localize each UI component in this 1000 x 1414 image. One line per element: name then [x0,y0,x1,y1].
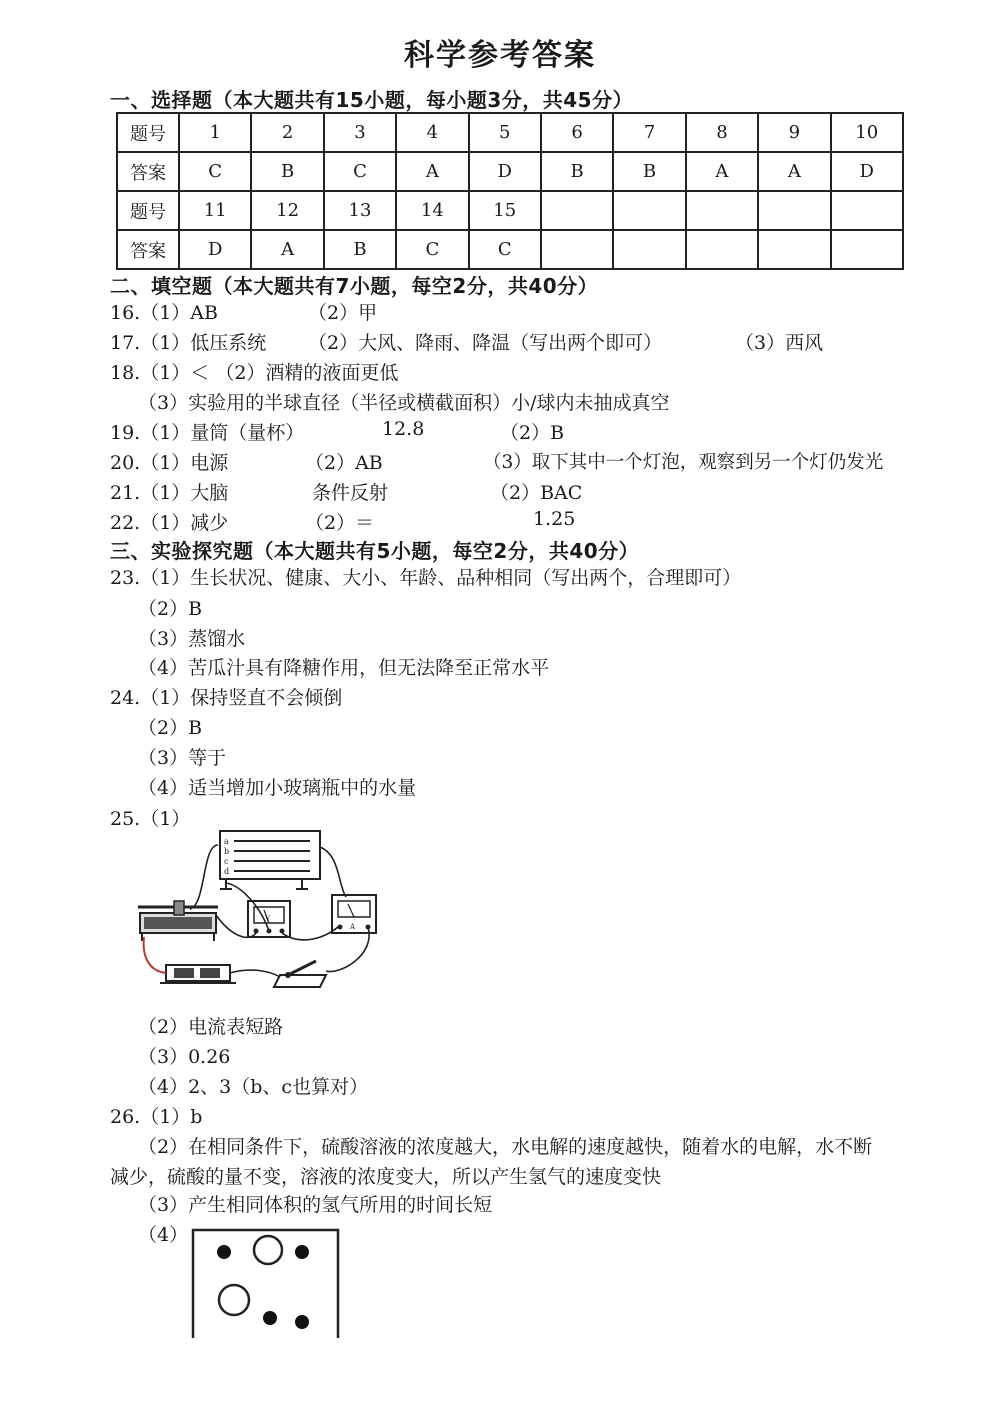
answer-23-part1: 23.（1）生长状况、健康、大小、年龄、品种相同（写出两个，合理即可） [110,567,742,589]
question-number: 9 [758,113,830,152]
small-atom [295,1315,309,1329]
answer-21-value: 条件反射 [312,482,389,504]
table-row [117,152,903,191]
answer-17-part2: （2）大风、降雨、降温（写出两个即可） [308,332,663,354]
answer-17-part3: （3）西风 [735,332,824,354]
answer-25-part3: （3）0.26 [138,1046,231,1068]
answer-cell: A [251,230,323,269]
answer-18-part1: 18.（1）＜ （2）酒精的液面更低 [110,362,399,384]
answer-cell [831,230,903,269]
answer-17-part1: 17.（1）低压系统 [110,332,267,354]
question-number: 12 [251,191,323,230]
row-label: 答案 [117,152,179,191]
answer-25-part4: （4）2、3（b、c也算对） [138,1076,369,1098]
answer-23-part3: （3）蒸馏水 [138,628,246,650]
answer-24-part4: （4）适当增加小玻璃瓶中的水量 [138,777,417,799]
answer-cell: B [613,152,685,191]
answer-21-part2: （2）BAC [490,482,583,504]
voltmeter-symbol: V [265,915,271,923]
answer-25-part2: （2）电流表短路 [138,1016,284,1038]
ammeter [332,895,376,933]
voltmeter [248,901,290,937]
question-number: 13 [324,191,396,230]
answer-20-part1: 20.（1）电源 [110,452,229,474]
answer-cell: D [831,152,903,191]
page-title: 科学参考答案 [404,38,596,73]
answer-cell: B [541,152,613,191]
particle-model-diagram [188,1226,344,1342]
small-atom [295,1245,309,1259]
answer-21-part1: 21.（1）大脑 [110,482,229,504]
answer-cell [686,230,758,269]
answer-cell: A [686,152,758,191]
large-atom [219,1285,249,1315]
answer-19-part2: （2）B [500,422,565,444]
answer-cell: B [324,230,396,269]
answer-20-part2: （2）AB [305,452,383,474]
circuit-diagram [130,825,390,1005]
small-atom [263,1311,277,1325]
answer-cell: C [469,230,541,269]
answer-cell: A [396,152,468,191]
answer-25-part1: 25.（1） [110,808,191,830]
answer-cell [758,230,830,269]
small-atom [217,1245,231,1259]
battery [160,965,236,983]
rheostat [138,901,218,941]
table-row [117,191,903,230]
question-number: 3 [324,113,396,152]
question-number [686,191,758,230]
board-label-b: b [224,847,230,856]
row-label: 答案 [117,230,179,269]
question-number: 14 [396,191,468,230]
answer-19-part1: 19.（1）量筒（量杯） [110,422,305,444]
question-number: 6 [541,113,613,152]
answer-23-part2: （2）B [138,598,203,620]
question-number: 2 [251,113,323,152]
question-number [541,191,613,230]
answer-24-part2: （2）B [138,717,203,739]
question-number: 10 [831,113,903,152]
board-label-c: c [224,857,229,866]
section-3-heading: 三、实验探究题（本大题共有5小题，每空2分，共40分） [110,539,640,563]
question-number [758,191,830,230]
answer-26-part4: （4） [138,1224,189,1246]
answer-24-part3: （3）等于 [138,747,227,769]
answer-24-part1: 24.（1）保持竖直不会倾倒 [110,687,343,709]
ammeter-symbol: A [350,923,356,931]
answer-26-part1: 26.（1）b [110,1106,203,1128]
row-label: 题号 [117,191,179,230]
answer-16-part2: （2）甲 [308,302,378,324]
answer-cell: D [179,230,251,269]
answer-23-part4: （4）苦瓜汁具有降糖作用，但无法降至正常水平 [138,657,550,679]
question-number [831,191,903,230]
section-2-heading: 二、填空题（本大题共有7小题，每空2分，共40分） [110,274,599,298]
large-atom [254,1236,282,1264]
table-row [117,230,903,269]
row-label: 题号 [117,113,179,152]
answer-cell: C [396,230,468,269]
answer-22-value: 1.25 [533,508,576,530]
answer-22-part1: 22.（1）减少 [110,512,229,534]
answer-cell: D [469,152,541,191]
answer-22-part2: （2）＝ [305,512,375,534]
board-label-d: d [224,867,230,876]
board-label-a: a [224,837,229,846]
question-number [613,191,685,230]
answer-cell [541,230,613,269]
question-number: 5 [469,113,541,152]
answer-18-part2: （3）实验用的半球直径（半径或横截面积）小/球内未抽成真空 [138,392,670,414]
answer-16-part1: 16.（1）AB [110,302,218,324]
answer-20-part3: （3）取下其中一个灯泡，观察到另一个灯仍发光 [483,452,884,473]
answer-cell [613,230,685,269]
question-number: 8 [686,113,758,152]
question-number: 11 [179,191,251,230]
switch [274,961,326,987]
question-number: 4 [396,113,468,152]
answer-26-part2-line1: （2）在相同条件下，硫酸溶液的浓度越大，水电解的速度越快，随着水的电解，水不断 [138,1136,873,1158]
answer-26-part2-line2: 减少，硫酸的量不变，溶液的浓度变大，所以产生氢气的速度变快 [110,1166,662,1188]
question-number: 1 [179,113,251,152]
answer-19-value: 12.8 [382,418,425,440]
answer-cell: C [179,152,251,191]
multiple-choice-table [116,112,904,270]
question-number: 7 [613,113,685,152]
section-1-heading: 一、选择题（本大题共有15小题，每小题3分，共45分） [110,88,634,112]
answer-cell: A [758,152,830,191]
answer-cell: C [324,152,396,191]
table-row [117,113,903,152]
question-number: 15 [469,191,541,230]
answer-cell: B [251,152,323,191]
answer-26-part3: （3）产生相同体积的氢气所用的时间长短 [138,1194,493,1216]
